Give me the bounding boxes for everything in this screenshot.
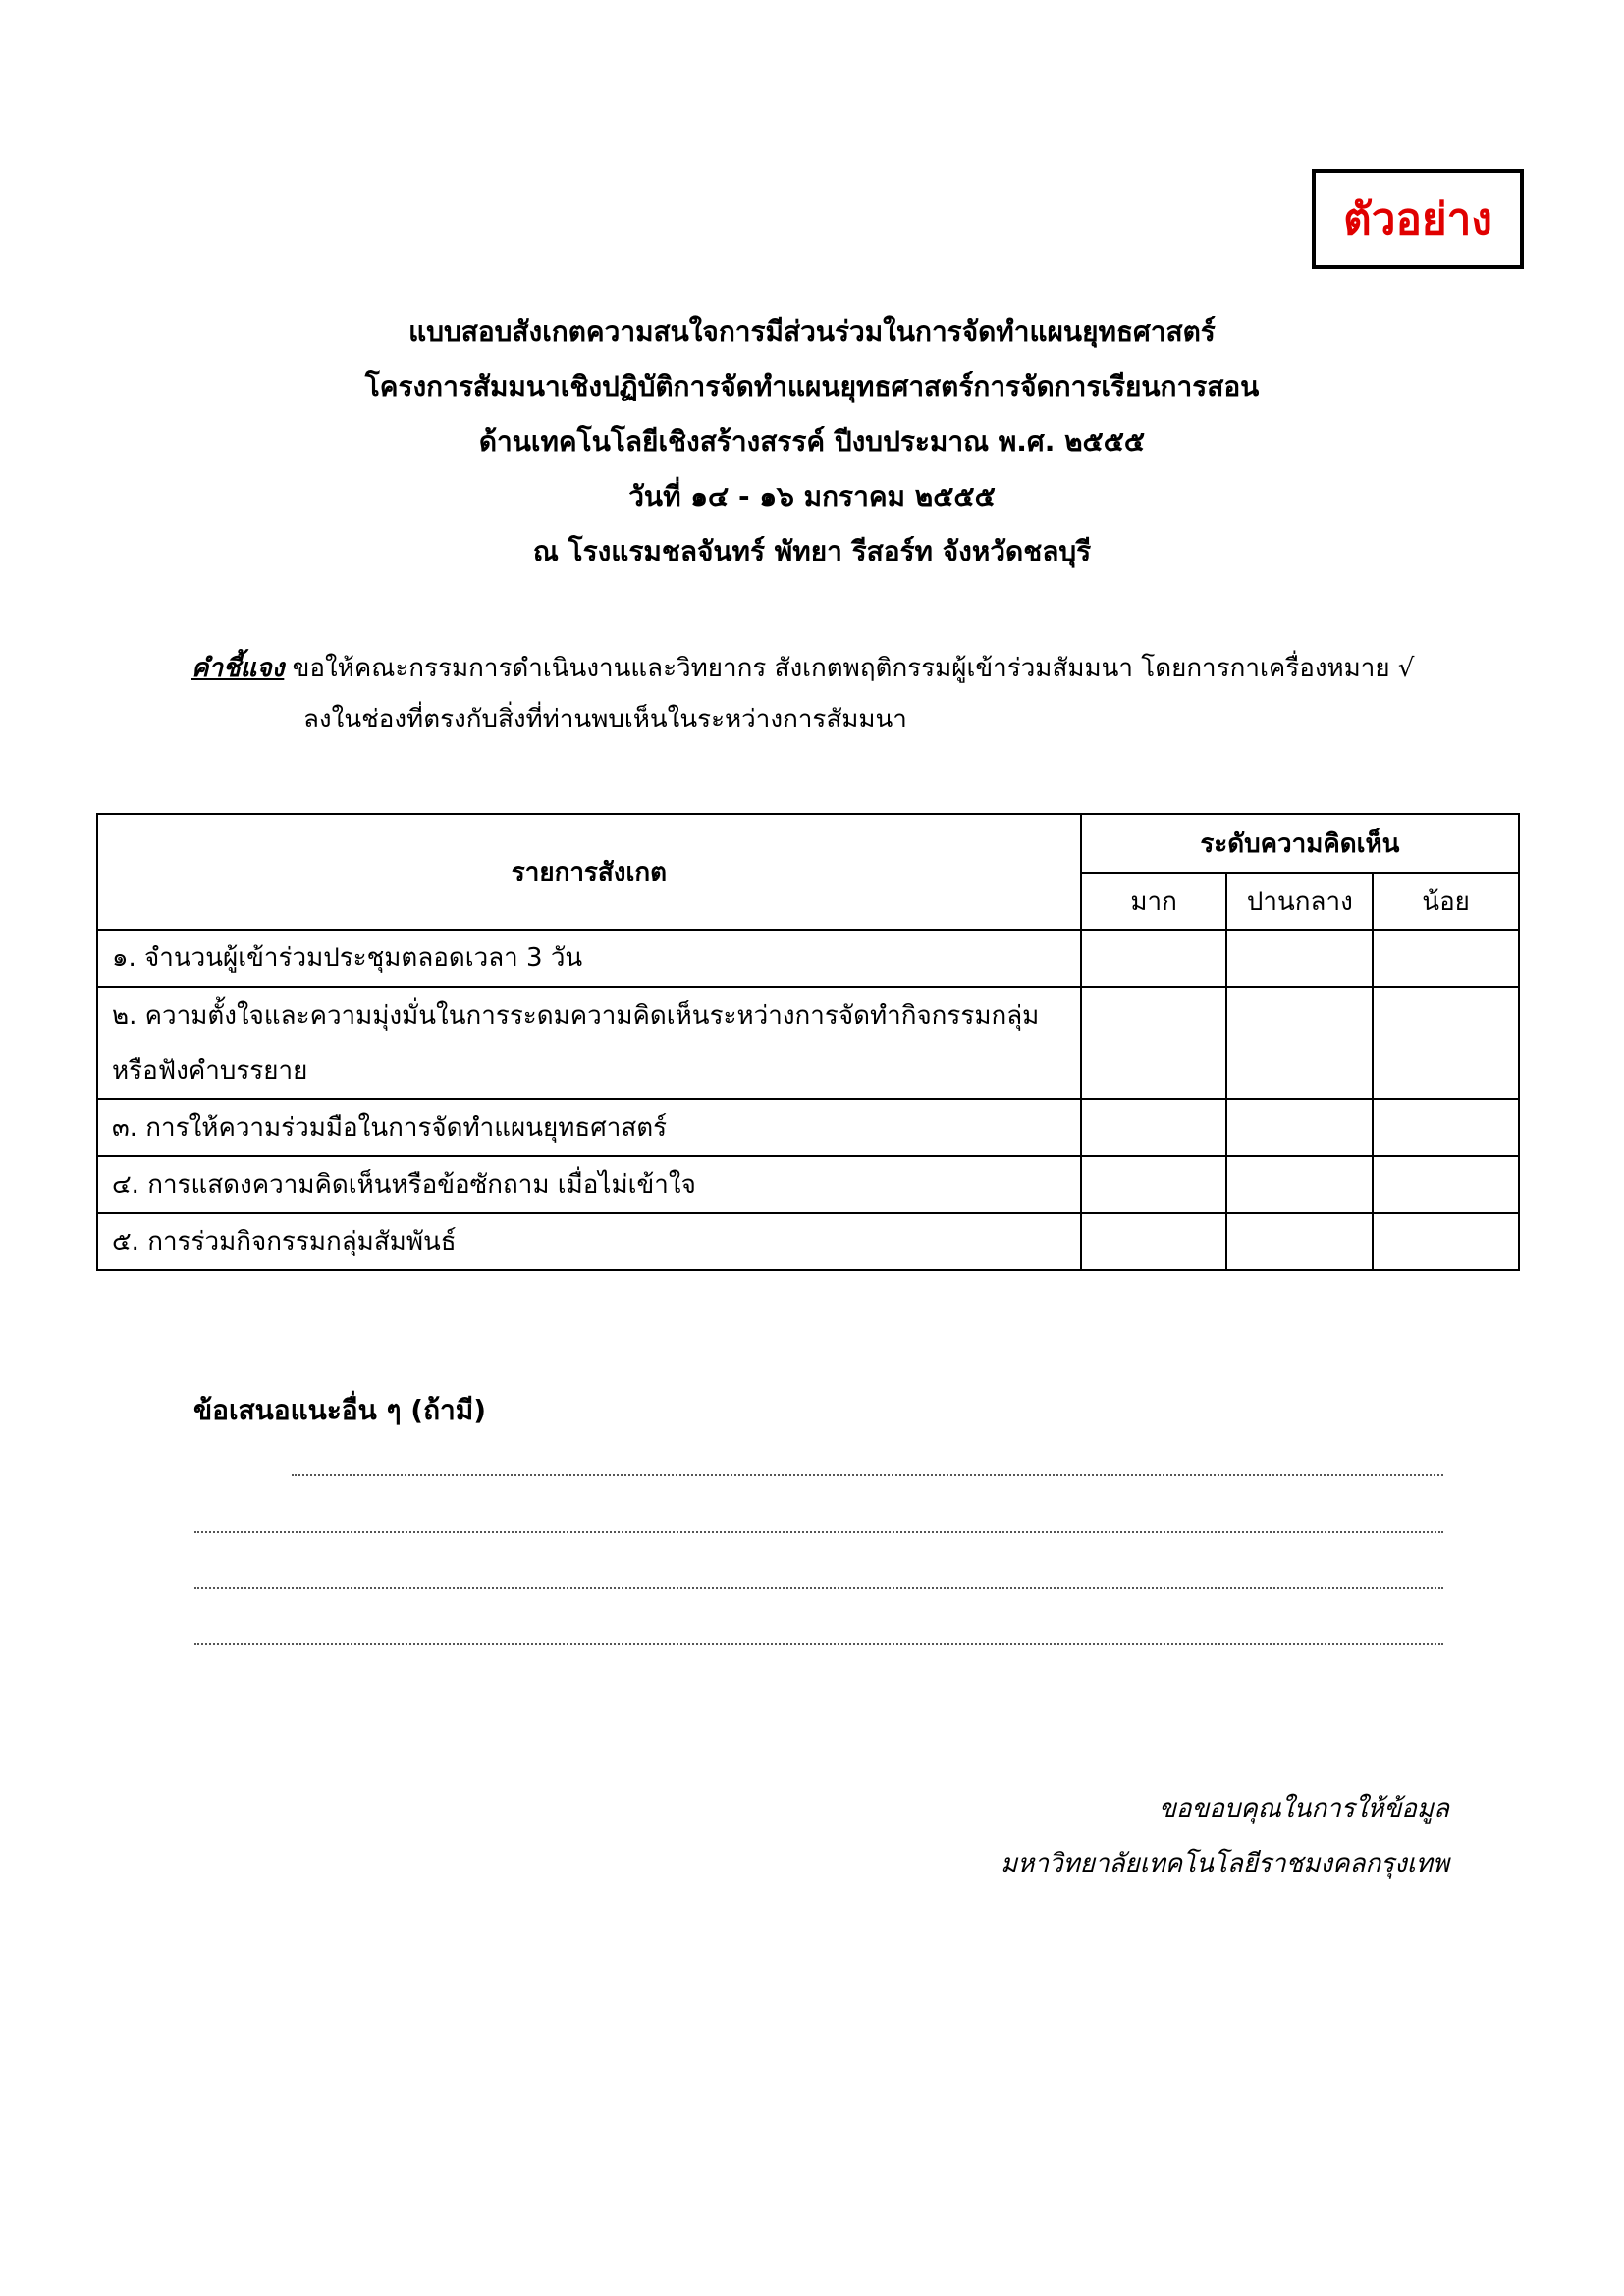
- checkbox-cell-low[interactable]: [1373, 987, 1519, 1099]
- suggestion-line[interactable]: [194, 1531, 1443, 1533]
- table-row: [97, 1156, 1519, 1213]
- checkbox-cell-high[interactable]: [1081, 1156, 1227, 1213]
- suggestion-line[interactable]: [194, 1643, 1443, 1645]
- suggestion-line[interactable]: [292, 1474, 1443, 1476]
- instruction-text: ขอให้คณะกรรมการดำเนินงานและวิทยากร สังเกตพฤติกรรมผู้เข้าร่วมสัมมนา โดยการกาเครื่องหมาย √: [284, 654, 1415, 683]
- title-line: โครงการสัมมนาเชิงปฏิบัติการจัดทำแผนยุทธศาสตร์การจัดการเรียนการสอน: [364, 370, 1260, 402]
- level-header-low: น้อย: [1373, 873, 1519, 930]
- sample-label: ตัวอย่าง: [1343, 194, 1492, 244]
- title-line: ด้านเทคโนโลยีเชิงสร้างสรรค์ ปีงบประมาณ พ.ศ. ๒๕๕๕: [478, 425, 1146, 457]
- checkbox-cell-medium[interactable]: [1226, 1099, 1373, 1156]
- checkbox-cell-high[interactable]: [1081, 1213, 1227, 1270]
- suggestion-line[interactable]: [194, 1587, 1443, 1589]
- checkbox-cell-high[interactable]: [1081, 930, 1227, 987]
- organization-name: มหาวิทยาลัยเทคโนโลยีราชมงคลกรุงเทพ: [1001, 1849, 1449, 1879]
- checkbox-cell-medium[interactable]: [1226, 930, 1373, 987]
- checkbox-cell-high[interactable]: [1081, 1099, 1227, 1156]
- checkbox-cell-low[interactable]: [1373, 1099, 1519, 1156]
- suggestions-heading: ข้อเสนอแนะอื่น ๆ (ถ้ามี): [193, 1394, 487, 1426]
- instruction-label: คำชี้แจง: [191, 654, 285, 683]
- table-row: [97, 1099, 1519, 1156]
- level-group-header: ระดับความคิดเห็น: [1081, 814, 1519, 873]
- checkbox-cell-low[interactable]: [1373, 930, 1519, 987]
- checkbox-cell-medium[interactable]: [1226, 1213, 1373, 1270]
- observation-table: [96, 813, 1520, 1271]
- item-column-header: รายการสังเกต: [97, 814, 1081, 930]
- table-row: [97, 930, 1519, 987]
- checkbox-cell-medium[interactable]: [1226, 1156, 1373, 1213]
- level-header-medium: ปานกลาง: [1226, 873, 1373, 930]
- instruction-paragraph: [191, 643, 1458, 745]
- table-row: [97, 987, 1519, 1099]
- checkbox-cell-medium[interactable]: [1226, 987, 1373, 1099]
- checkbox-cell-low[interactable]: [1373, 1213, 1519, 1270]
- level-header-high: มาก: [1081, 873, 1227, 930]
- observation-item: ๔. การแสดงความคิดเห็นหรือข้อซักถาม เมื่อไม่เข้าใจ: [97, 1156, 1081, 1213]
- observation-item: ๑. จำนวนผู้เข้าร่วมประชุมตลอดเวลา 3 วัน: [97, 930, 1081, 987]
- thanks-text: ขอขอบคุณในการให้ข้อมูล: [1159, 1794, 1449, 1824]
- observation-item: ๒. ความตั้งใจและความมุ่งมั่นในการระดมความคิดเห็นระหว่างการจัดทำกิจกรรมกลุ่มหรือฟังคำบรรยาย: [97, 987, 1081, 1099]
- instruction-line-2: ลงในช่องที่ตรงกับสิ่งที่ท่านพบเห็นในระหว่างการสัมมนา: [303, 705, 907, 734]
- title-line: วันที่ ๑๔ - ๑๖ มกราคม ๒๕๕๕: [628, 480, 996, 512]
- closing-block: [1001, 1782, 1449, 1892]
- sample-stamp: [1312, 169, 1524, 269]
- document-title: [0, 304, 1624, 579]
- checkbox-cell-high[interactable]: [1081, 987, 1227, 1099]
- checkbox-cell-low[interactable]: [1373, 1156, 1519, 1213]
- instruction-line-1: [191, 643, 1458, 694]
- title-line: แบบสอบสังเกตความสนใจการมีส่วนร่วมในการจัดทำแผนยุทธศาสตร์: [408, 315, 1216, 347]
- observation-item: ๕. การร่วมกิจกรรมกลุ่มสัมพันธ์: [97, 1213, 1081, 1270]
- observation-item: ๓. การให้ความร่วมมือในการจัดทำแผนยุทธศาสตร์: [97, 1099, 1081, 1156]
- table-row: [97, 1213, 1519, 1270]
- title-line: ณ โรงแรมชลจันทร์ พัทยา รีสอร์ท จังหวัดชลบุรี: [532, 535, 1092, 567]
